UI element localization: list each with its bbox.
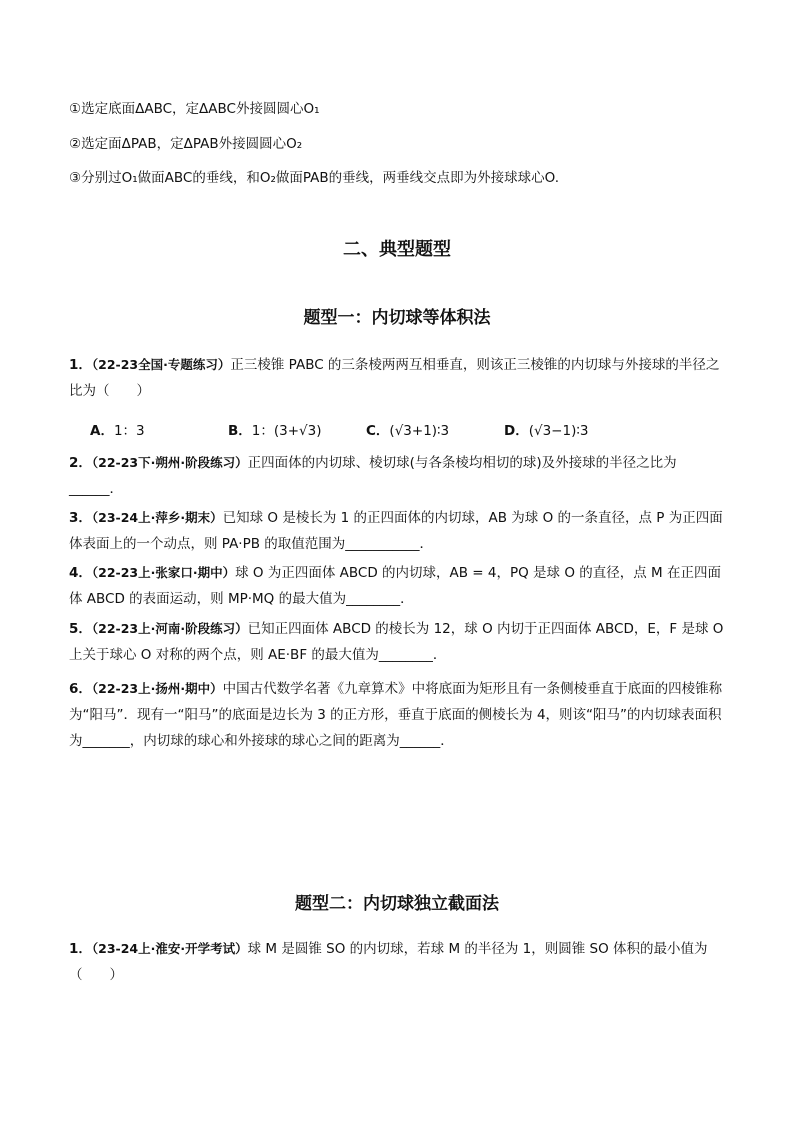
question-source: （22-23上·张家口·期中） [91, 565, 236, 580]
question-source: （22-23下·朔州·阶段练习） [91, 455, 248, 470]
option-a[interactable]: A．1：3 [90, 423, 145, 439]
option-b[interactable]: B．1：(3+√3) [228, 423, 322, 439]
step-2: ②选定面ΔPAB，定ΔPAB外接圆圆心O₂ [69, 136, 303, 152]
question-text: 已知球 O 是棱长为 1 的正四面体的内切球，AB 为球 O 的一条直径，点 P 为正四面体表面上的一个动点，则 PA·PB 的取值范围为___________． [69, 510, 723, 552]
question-number: 1． [69, 941, 92, 957]
question-text: 正三棱锥 PABC 的三条棱两两互相垂直，则该正三棱锥的内切球与外接球的半径之比为（ ） [69, 357, 720, 399]
question-number: 2． [69, 455, 92, 471]
question-source: （22-23上·河南·阶段练习） [91, 621, 248, 636]
type1-question-1-options [90, 419, 730, 443]
question-source: （22-23上·扬州·期中） [91, 681, 223, 696]
type1-question-1 [69, 352, 729, 404]
question-text: 正四面体的内切球、棱切球(与各条棱均相切的球)及外接球的半径之比为______． [69, 455, 677, 497]
option-d[interactable]: D．(√3−1)∶3 [504, 423, 589, 439]
type1-question-3 [69, 505, 729, 557]
question-text: 中国古代数学名著《九章算术》中将底面为矩形且有一条侧棱垂直于底面的四棱锥称为“阳马”．现有一“阳马”的底面是边长为 3 的正方形，垂直于底面的侧棱长为 4，则该“阳马”的内切球表面积为_______，内切球的球心和外接球的球心之间的距离为______． [69, 681, 723, 749]
step-3: ③分别过O₁做面ABC的垂线，和O₂做面PAB的垂线，两垂线交点即为外接球球心O. [69, 170, 560, 186]
question-number: 4． [69, 565, 92, 581]
question-text: 已知正四面体 ABCD 的棱长为 12，球 O 内切于正四面体 ABCD，E，F 是球 O 上关于球心 O 对称的两个点，则 AE·BF 的最大值为________． [69, 621, 724, 663]
section-title: 二、典型题型 [343, 239, 451, 260]
type2-question-1 [69, 936, 729, 988]
step-1: ①选定底面ΔABC，定ΔABC外接圆圆心O₁ [69, 101, 320, 117]
type1-question-6 [69, 676, 729, 754]
question-text: 球 M 是圆锥 SO 的内切球，若球 M 的半径为 1，则圆锥 SO 体积的最小值为（ ） [69, 941, 708, 983]
question-number: 6． [69, 681, 92, 697]
question-source: （23-24上·淮安·开学考试） [91, 941, 248, 956]
type1-question-4 [69, 560, 729, 612]
type1-question-2 [69, 450, 729, 502]
type1-title: 题型一：内切球等体积法 [303, 308, 491, 328]
type1-question-5 [69, 616, 729, 668]
question-source: （22-23全国·专题练习） [91, 357, 231, 372]
type2-title: 题型二：内切球独立截面法 [295, 894, 499, 914]
question-source: （23-24上·萍乡·期末） [91, 510, 223, 525]
question-number: 1． [69, 357, 92, 373]
question-number: 3． [69, 510, 92, 526]
option-c[interactable]: C．(√3+1)∶3 [366, 423, 450, 439]
question-number: 5． [69, 621, 92, 637]
question-text: 球 O 为正四面体 ABCD 的内切球，AB = 4，PQ 是球 O 的直径，点 M 在正四面体 ABCD 的表面运动，则 MP·MQ 的最大值为________． [69, 565, 721, 607]
